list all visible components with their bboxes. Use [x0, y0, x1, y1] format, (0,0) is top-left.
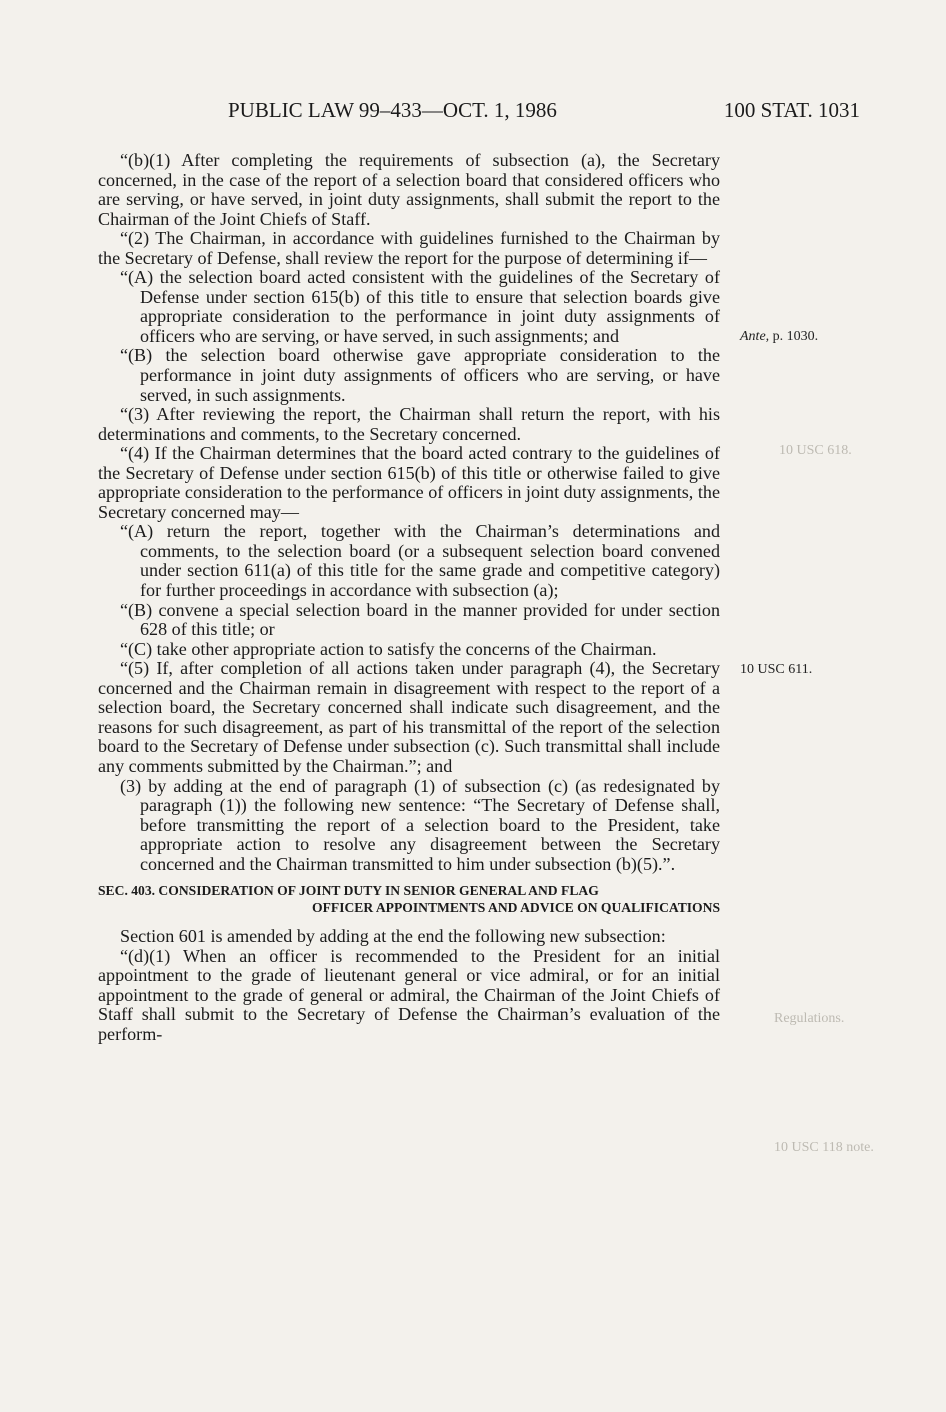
bleed-through-usc-118: 10 USC 118 note.	[774, 1140, 874, 1155]
header-public-law: PUBLIC LAW 99–433—OCT. 1, 1986	[228, 98, 557, 122]
paragraph-section-601: Section 601 is amended by adding at the end the following new subsection:	[120, 926, 666, 947]
paragraph-3: “(3) After reviewing the report, the Chairman shall return the report, with his determinations and comments, to the Secretary concerned.	[98, 404, 720, 444]
margin-note-ante	[740, 329, 818, 345]
paragraph-d1: “(d)(1) When an officer is recommended to the President for an initial appointment to the grade of lieutenant general or vice admiral, or for an initial appointment to the grade of general or admiral, the Chairman of the Joint Chiefs of Staff shall submit to the Secretary of Defense the Chairman’s evaluation of the perform-	[98, 945, 720, 1044]
header-stat-page: 100 STAT. 1031	[723, 98, 860, 122]
margin-note-usc-611: 10 USC 611.	[740, 662, 813, 677]
paragraph-amend-3: (3) by adding at the end of paragraph (1) of subsection (c) (as redesignated by paragraph (1)) the following new sentence: “The Secretary of Defense shall, before transmitting the report of a selection board to the President, take appropriate action to resolve any disagreement between the Secretary concerned and the Chairman transmitted to him under subsection (b)(5).”.	[120, 775, 720, 874]
paragraph-4C: “(C) take other appropriate action to satisfy the concerns of the Chairman.	[120, 638, 657, 659]
paragraph-2B: “(B) the selection board otherwise gave appropriate consideration to the performance in joint duty assignments of officers who are serving, or have served, in such assignments.	[120, 345, 720, 405]
paragraph-5: “(5) If, after completion of all actions taken under paragraph (4), the Secretary concerned and the Chairman remain in disagreement with respect to the report of a selection board, the Secretary concerned shall indicate such disagreement, and the reasons for such disagreement, as part of his transmittal of the report of the selection board to the Secretary of Defense under subsection (c). Such transmittal shall include any comments submitted by the Chairman.”; and	[98, 658, 720, 776]
margin-note-ante-page: p. 1030.	[769, 329, 819, 344]
paragraph-2A: “(A) the selection board acted consistent with the guidelines of the Secretary of Defense under section 615(b) of this title to ensure that selection boards give appropriate consideration to the performance in joint duty assignments of officers who are serving, or have served, in such assignments; and	[120, 267, 720, 346]
margin-note-ante-italic: Ante,	[740, 329, 770, 344]
paragraph-4B: “(B) convene a special selection board in the manner provided for under section 628 of this title; or	[120, 599, 720, 640]
section-heading-line2: OFFICER APPOINTMENTS AND ADVICE ON QUALIFICATIONS	[312, 900, 720, 916]
section-heading	[98, 882, 720, 916]
body-text	[98, 151, 720, 1045]
paragraph-4: “(4) If the Chairman determines that the board acted contrary to the guidelines of the Secretary of Defense under section 615(b) of this title or otherwise failed to give appropriate consideration to the performance of officers in joint duty assignments, the Secretary concerned may—	[98, 443, 720, 522]
paragraph-2: “(2) The Chairman, in accordance with guidelines furnished to the Chairman by the Secretary of Defense, shall review the report for the purpose of determining if—	[98, 228, 720, 268]
bleed-through-regulations: Regulations.	[774, 1011, 845, 1026]
paragraph-4A: “(A) return the report, together with the Chairman’s determinations and comments, to the selection board (or a subsequent selection board convened under section 611(a) of this title for the same grade and competitive category) for further proceedings in accordance with subsection (a);	[120, 521, 720, 601]
paragraph-b1: “(b)(1) After completing the requirements of subsection (a), the Secretary concerned, in the case of the report of a selection board that considered officers who are serving, or have served, in joint duty assignments, shall submit the report to the Chairman of the Joint Chiefs of Staff.	[98, 150, 720, 229]
section-heading-line1: SEC. 403. CONSIDERATION OF JOINT DUTY IN SENIOR GENERAL AND FLAG	[98, 883, 599, 899]
bleed-through-usc-618: 10 USC 618.	[779, 443, 852, 458]
